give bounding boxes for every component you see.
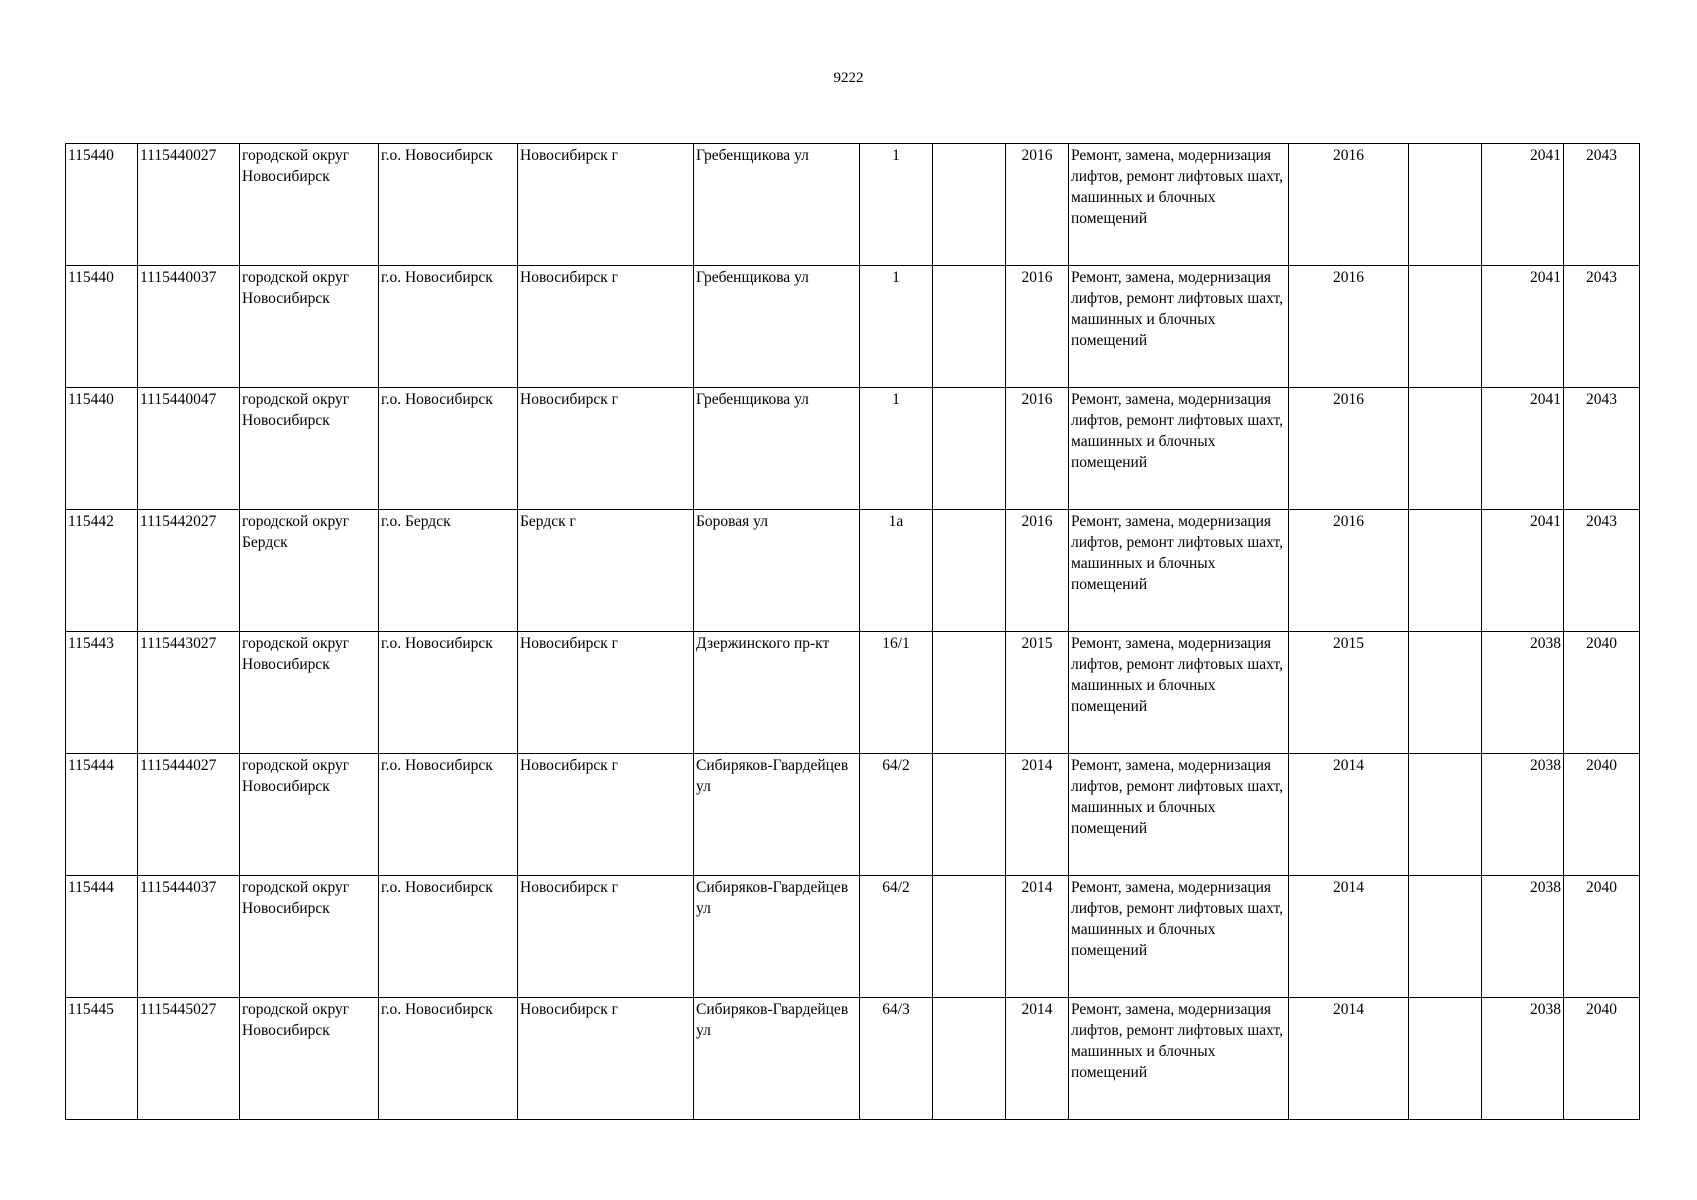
cell-building	[933, 388, 1006, 510]
table-body	[66, 144, 1640, 1120]
cell-code: 1115444037	[138, 876, 240, 998]
cell-municipality: г.о. Новосибирск	[379, 632, 518, 754]
cell-year-built: 2016	[1006, 388, 1069, 510]
cell-year-built: 2014	[1006, 876, 1069, 998]
cell-plan-year-to: 2040	[1564, 876, 1640, 998]
cell-locality: Новосибирск г	[518, 876, 694, 998]
cell-last-repair-year: 2016	[1289, 266, 1409, 388]
table-row	[66, 144, 1640, 266]
cell-street: Дзержинского пр-кт	[694, 632, 860, 754]
cell-extra	[1409, 388, 1482, 510]
cell-locality: Новосибирск г	[518, 388, 694, 510]
cell-locality: Бердск г	[518, 510, 694, 632]
cell-street: Гребенщикова ул	[694, 144, 860, 266]
cell-year-built: 2015	[1006, 632, 1069, 754]
cell-code: 1115440037	[138, 266, 240, 388]
table-row	[66, 754, 1640, 876]
cell-extra	[1409, 754, 1482, 876]
cell-plan-year-to: 2040	[1564, 998, 1640, 1120]
registry-table	[65, 143, 1640, 1120]
cell-house: 16/1	[860, 632, 933, 754]
cell-district: городской округ Новосибирск	[240, 144, 379, 266]
cell-year-built: 2016	[1006, 266, 1069, 388]
cell-house: 64/3	[860, 998, 933, 1120]
cell-plan-year-from: 2038	[1482, 632, 1564, 754]
cell-building	[933, 144, 1006, 266]
table-row	[66, 998, 1640, 1120]
cell-last-repair-year: 2016	[1289, 510, 1409, 632]
table-row	[66, 632, 1640, 754]
cell-last-repair-year: 2015	[1289, 632, 1409, 754]
page-number: 9222	[833, 70, 864, 86]
cell-id: 115440	[66, 266, 138, 388]
cell-municipality: г.о. Новосибирск	[379, 876, 518, 998]
table-row	[66, 388, 1640, 510]
cell-building	[933, 876, 1006, 998]
cell-district: городской округ Новосибирск	[240, 754, 379, 876]
cell-id: 115445	[66, 998, 138, 1120]
cell-plan-year-to: 2043	[1564, 144, 1640, 266]
cell-district: городской округ Бердск	[240, 510, 379, 632]
cell-plan-year-from: 2038	[1482, 998, 1564, 1120]
cell-street: Боровая ул	[694, 510, 860, 632]
cell-municipality: г.о. Новосибирск	[379, 266, 518, 388]
cell-code: 1115444027	[138, 754, 240, 876]
cell-id: 115440	[66, 144, 138, 266]
cell-year-built: 2016	[1006, 510, 1069, 632]
cell-plan-year-to: 2043	[1564, 388, 1640, 510]
cell-plan-year-to: 2040	[1564, 754, 1640, 876]
cell-street: Сибиряков-Гвардейцев ул	[694, 876, 860, 998]
cell-plan-year-from: 2041	[1482, 510, 1564, 632]
cell-district: городской округ Новосибирск	[240, 876, 379, 998]
cell-work-type: Ремонт, замена, модернизация лифтов, ремонт лифтовых шахт, машинных и блочных помещений	[1069, 754, 1289, 876]
cell-extra	[1409, 510, 1482, 632]
cell-building	[933, 510, 1006, 632]
table-row	[66, 266, 1640, 388]
cell-locality: Новосибирск г	[518, 144, 694, 266]
cell-code: 1115440027	[138, 144, 240, 266]
cell-house: 64/2	[860, 754, 933, 876]
cell-plan-year-to: 2043	[1564, 510, 1640, 632]
table-row	[66, 510, 1640, 632]
cell-street: Сибиряков-Гвардейцев ул	[694, 754, 860, 876]
cell-work-type: Ремонт, замена, модернизация лифтов, ремонт лифтовых шахт, машинных и блочных помещений	[1069, 144, 1289, 266]
cell-municipality: г.о. Новосибирск	[379, 998, 518, 1120]
cell-work-type: Ремонт, замена, модернизация лифтов, ремонт лифтовых шахт, машинных и блочных помещений	[1069, 632, 1289, 754]
cell-house: 1	[860, 266, 933, 388]
cell-municipality: г.о. Новосибирск	[379, 754, 518, 876]
cell-district: городской округ Новосибирск	[240, 998, 379, 1120]
cell-extra	[1409, 998, 1482, 1120]
cell-building	[933, 266, 1006, 388]
table-row	[66, 876, 1640, 998]
cell-id: 115442	[66, 510, 138, 632]
cell-work-type: Ремонт, замена, модернизация лифтов, ремонт лифтовых шахт, машинных и блочных помещений	[1069, 876, 1289, 998]
cell-building	[933, 632, 1006, 754]
cell-plan-year-from: 2041	[1482, 144, 1564, 266]
cell-code: 1115442027	[138, 510, 240, 632]
cell-municipality: г.о. Новосибирск	[379, 144, 518, 266]
cell-last-repair-year: 2014	[1289, 876, 1409, 998]
cell-house: 64/2	[860, 876, 933, 998]
cell-id: 115443	[66, 632, 138, 754]
cell-extra	[1409, 144, 1482, 266]
cell-last-repair-year: 2016	[1289, 144, 1409, 266]
cell-id: 115440	[66, 388, 138, 510]
cell-locality: Новосибирск г	[518, 632, 694, 754]
cell-code: 1115440047	[138, 388, 240, 510]
cell-locality: Новосибирск г	[518, 998, 694, 1120]
cell-year-built: 2014	[1006, 998, 1069, 1120]
cell-district: городской округ Новосибирск	[240, 266, 379, 388]
cell-street: Гребенщикова ул	[694, 388, 860, 510]
cell-plan-year-from: 2038	[1482, 754, 1564, 876]
cell-extra	[1409, 632, 1482, 754]
cell-municipality: г.о. Бердск	[379, 510, 518, 632]
cell-street: Сибиряков-Гвардейцев ул	[694, 998, 860, 1120]
cell-work-type: Ремонт, замена, модернизация лифтов, ремонт лифтовых шахт, машинных и блочных помещений	[1069, 998, 1289, 1120]
cell-plan-year-from: 2041	[1482, 388, 1564, 510]
cell-street: Гребенщикова ул	[694, 266, 860, 388]
cell-building	[933, 998, 1006, 1120]
cell-house: 1	[860, 388, 933, 510]
cell-last-repair-year: 2016	[1289, 388, 1409, 510]
cell-id: 115444	[66, 876, 138, 998]
cell-id: 115444	[66, 754, 138, 876]
cell-building	[933, 754, 1006, 876]
cell-work-type: Ремонт, замена, модернизация лифтов, ремонт лифтовых шахт, машинных и блочных помещений	[1069, 510, 1289, 632]
cell-plan-year-to: 2043	[1564, 266, 1640, 388]
cell-plan-year-to: 2040	[1564, 632, 1640, 754]
cell-locality: Новосибирск г	[518, 266, 694, 388]
cell-extra	[1409, 876, 1482, 998]
cell-code: 1115443027	[138, 632, 240, 754]
cell-plan-year-from: 2041	[1482, 266, 1564, 388]
cell-year-built: 2014	[1006, 754, 1069, 876]
cell-house: 1а	[860, 510, 933, 632]
cell-locality: Новосибирск г	[518, 754, 694, 876]
cell-plan-year-from: 2038	[1482, 876, 1564, 998]
cell-work-type: Ремонт, замена, модернизация лифтов, ремонт лифтовых шахт, машинных и блочных помещений	[1069, 388, 1289, 510]
cell-municipality: г.о. Новосибирск	[379, 388, 518, 510]
cell-last-repair-year: 2014	[1289, 998, 1409, 1120]
cell-code: 1115445027	[138, 998, 240, 1120]
cell-work-type: Ремонт, замена, модернизация лифтов, ремонт лифтовых шахт, машинных и блочных помещений	[1069, 266, 1289, 388]
cell-year-built: 2016	[1006, 144, 1069, 266]
cell-extra	[1409, 266, 1482, 388]
cell-last-repair-year: 2014	[1289, 754, 1409, 876]
cell-house: 1	[860, 144, 933, 266]
cell-district: городской округ Новосибирск	[240, 388, 379, 510]
cell-district: городской округ Новосибирск	[240, 632, 379, 754]
